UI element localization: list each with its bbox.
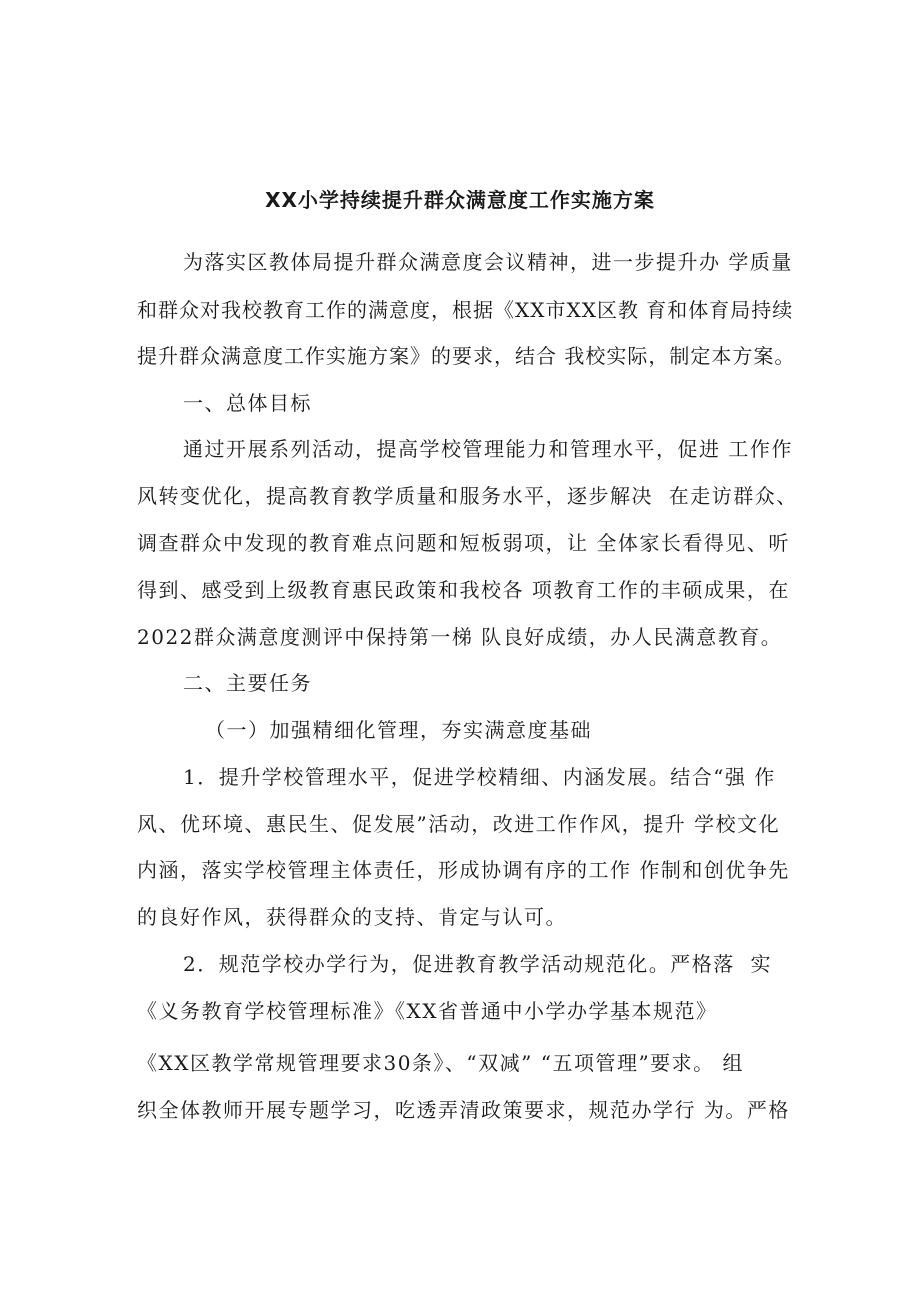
body-line: 为落实区教体局提升群众满意度会议精神，进一步提升办 学质量	[183, 250, 793, 274]
body-line: 通过开展系列活动，提高学校管理能力和管理水平，促进 工作作	[183, 437, 793, 461]
body-line: 和群众对我校教育工作的满意度，根据《XX市XX区教 育和体育局持续	[137, 298, 794, 322]
body-line: 1．提升学校管理水平，促进学校精细、内涵发展。结合“强 作	[183, 765, 776, 789]
body-line: 2．规范学校办学行为，促进教育教学活动规范化。严格落 实	[183, 952, 772, 976]
body-line: 《义务教育学校管理标准》《XX省普通中小学办学基本规范》	[137, 999, 718, 1023]
body-line: 风、优环境、惠民生、促发展”活动，改进工作作风，提升 学校文化	[137, 812, 781, 836]
body-line: 内涵，落实学校管理主体责任，形成协调有序的工作 作制和创优争先	[137, 858, 790, 882]
body-line: 2022群众满意度测评中保持第一梯 队良好成绩，办人民满意教育。	[137, 625, 783, 649]
body-line: 得到、感受到上级教育惠民政策和我校各 项教育工作的丰硕成果，在	[137, 578, 790, 602]
document-title: XX小学持续提升群众满意度工作实施方案	[265, 188, 655, 212]
section-heading: 一、总体目标	[183, 391, 312, 415]
body-line: 调查群众中发现的教育难点问题和短板弱项，让 全体家长看得见、听	[137, 531, 790, 555]
subsection-heading: （一）加强精细化管理，夯实满意度基础	[205, 718, 592, 742]
body-line: 的良好作风，获得群众的支持、肯定与认可。	[137, 905, 567, 929]
body-line: 风转变优化，提高教育教学质量和服务水平，逐步解决 在走访群众、	[137, 484, 798, 508]
body-line: 织全体教师开展专题学习，吃透弄清政策要求，规范办学行 为。严格	[137, 1098, 790, 1122]
body-line: 《XX区教学常规管理要求30条》、“双减” “五项管理”要求。 组	[137, 1051, 745, 1075]
body-line: 提升群众满意度工作实施方案》的要求，结合 我校实际，制定本方案。	[137, 344, 796, 368]
section-heading: 二、主要任务	[183, 671, 312, 695]
